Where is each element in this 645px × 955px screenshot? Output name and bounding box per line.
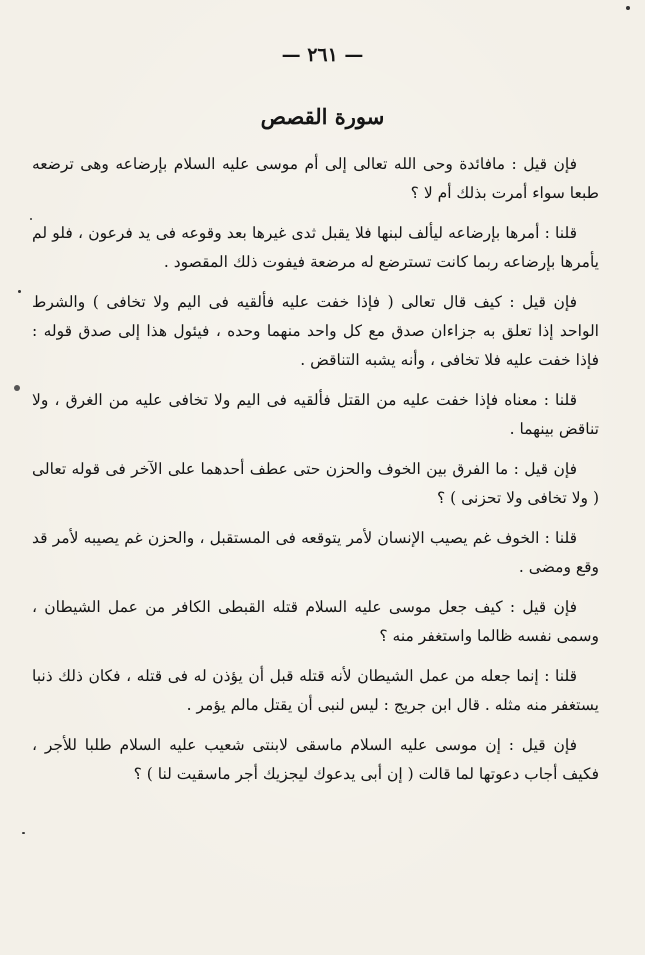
scan-speck — [626, 6, 630, 10]
sura-title: سورة القصص — [260, 104, 385, 129]
body-text — [32, 150, 599, 800]
paragraph-question-5: فإن قيل : إن موسى عليه السلام ماسقى لابنتى شعيب عليه السلام طلبا للأجر ، فكيف أجاب دعوتها لما قالت ( إن أبى يدعوك ليجزيك أجر ماسقيت لنا ) ؟ — [32, 736, 599, 783]
scan-speck — [14, 385, 20, 391]
scan-speck — [18, 290, 21, 293]
paragraph-question-2: فإن قيل : كيف قال تعالى ( فإذا خفت عليه فألقيه فى اليم ولا تخافى ) والشرط الواحد إذا تعلق به جزاءان صدق مع كل واحد منهما وحده ، فيئول هذا إلى صدق قوله : فإذا خفت عليه فلا تخافى ، وأنه يشبه التناقض . — [32, 293, 599, 369]
scan-speck — [22, 832, 25, 834]
paragraph-answer-2: قلنا : معناه فإذا خفت عليه من القتل فألقيه فى اليم ولا تخافى عليه من الغرق ، ولا تناقض بينهما . — [32, 391, 599, 438]
paragraph-answer-4: قلنا : إنما جعله من عمل الشيطان لأنه قتله قبل أن يؤذن له فى قتله ، فكان ذلك ذنبا يستغفر منه مثله . قال ابن جريج : ليس لنبى أن يقتل مالم يؤمر . — [32, 667, 599, 714]
paragraph-answer-1: قلنا : أمرها بإرضاعه ليألف لبنها فلا يقبل ثدى غيرها بعد وقوعه فى يد فرعون ، فلو لم يأمرها بإرضاعه ربما كانت تسترضع له مرضعة فيفوت ذلك المقصود . — [32, 224, 599, 271]
paragraph-question-4: فإن قيل : كيف جعل موسى عليه السلام قتله القبطى الكافر من عمل الشيطان ، وسمى نفسه ظالما واستغفر منه ؟ — [32, 598, 599, 645]
paragraph-question-1: فإن قيل : مافائدة وحى الله تعالى إلى أم موسى عليه السلام بإرضاعه وهى ترضعه طبعا سواء أمرت بذلك أم لا ؟ — [32, 155, 599, 202]
page-number: — ٢٦١ — — [281, 44, 364, 66]
paragraph-answer-3: قلنا : الخوف غم يصيب الإنسان لأمر يتوقعه فى المستقبل ، والحزن غم يصيبه لأمر قد وقع ومضى . — [32, 529, 599, 576]
scan-speck — [30, 218, 32, 220]
paragraph-question-3: فإن قيل : ما الفرق بين الخوف والحزن حتى عطف أحدهما على الآخر فى قوله تعالى ( ولا تخافى ولا تحزنى ) ؟ — [32, 460, 599, 507]
